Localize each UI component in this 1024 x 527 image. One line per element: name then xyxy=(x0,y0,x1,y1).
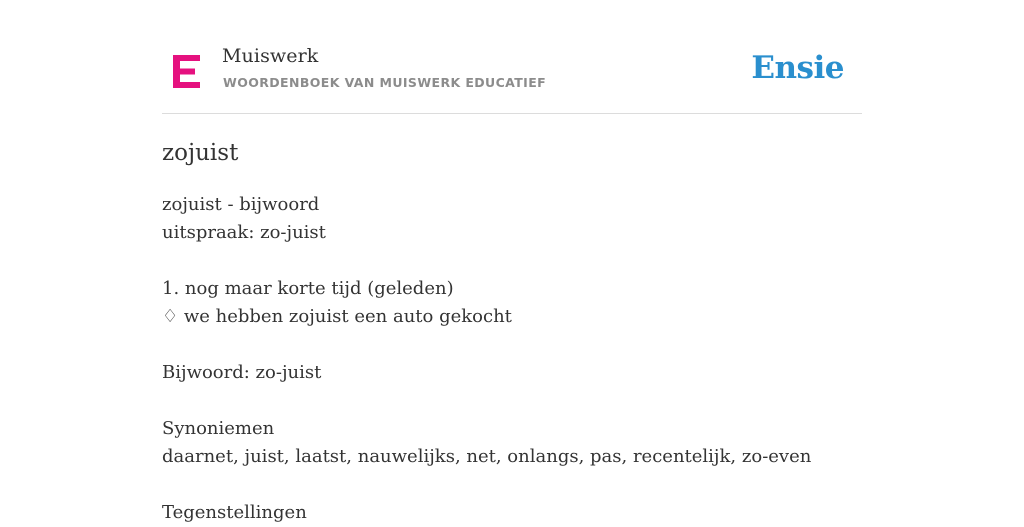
entry-definition: 1. nog maar korte tijd (geleden) xyxy=(162,278,454,299)
synonyms-heading: Synoniemen xyxy=(162,418,275,439)
spacer xyxy=(162,331,862,359)
synonyms-list: daarnet, juist, laatst, nauwelijks, net, onlangs, pas, recentelijk, zo-even xyxy=(162,446,812,467)
spacer xyxy=(162,387,862,415)
entry-example: ♢ we hebben zojuist een auto gekocht xyxy=(162,306,512,327)
spacer xyxy=(162,471,862,499)
page-title: zojuist xyxy=(162,140,239,166)
site-name[interactable]: Muiswerk xyxy=(222,45,319,67)
entry-pronunciation: uitspraak: zo-juist xyxy=(162,222,326,243)
site-subtitle: WOORDENBOEK VAN MUISWERK EDUCATIEF xyxy=(223,75,547,90)
muiswerk-logo-icon[interactable] xyxy=(173,55,200,88)
page xyxy=(162,0,862,527)
ensie-logo-link[interactable]: Ensie xyxy=(751,50,844,86)
entry-headline: zojuist - bijwoord xyxy=(162,194,320,215)
spacer xyxy=(162,247,862,275)
dictionary-entry xyxy=(162,191,862,527)
site-header xyxy=(162,0,862,114)
entry-syllables: Bijwoord: zo-juist xyxy=(162,362,322,383)
antonyms-heading: Tegenstellingen xyxy=(162,502,307,523)
